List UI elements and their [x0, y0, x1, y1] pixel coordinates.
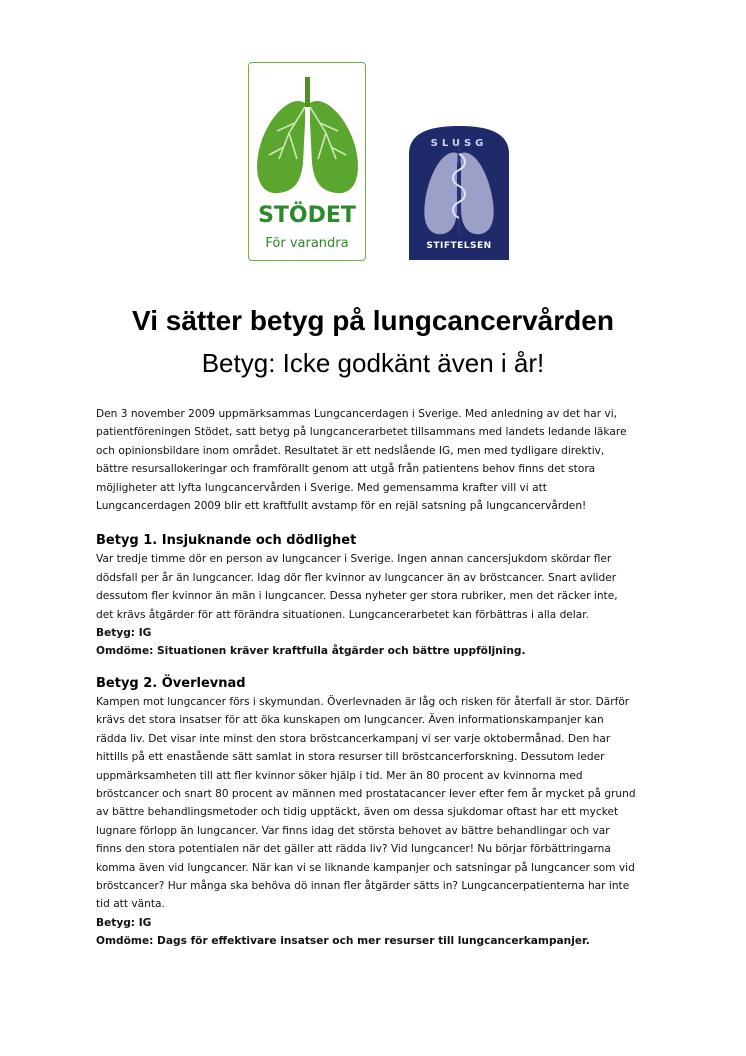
text-line: och opinionsbildare inom området. Resultatet är ett nedslående IG, men med tydligare direktiv,: [96, 444, 605, 457]
lungs-icon: [249, 63, 367, 203]
section-heading: Betyg 2. Överlevnad: [96, 675, 246, 691]
text-line: dödsfall per år än lungcancer. Idag dör fler kvinnor av lungcancer än av bröstcancer. Snart avlider: [96, 571, 617, 584]
text-line: hittills på ett enastående sätt samlat in stora resurser till bröstcancerforskning. Dessutom leder: [96, 751, 605, 764]
text-line: patientföreningen Stödet, satt betyg på lungcancerarbetet tillsammans med landets ledande läkare: [96, 426, 627, 439]
section-paragraph: [96, 550, 666, 624]
text-line: finns den stora potentialen när det gäller att rädda liv? Vid lungcancer! Nu börjar förbättringarna: [96, 843, 611, 856]
slusg-label: STIFTELSEN: [426, 241, 492, 251]
text-line: Kampen mot lungcancer förs i skymundan. Överlevnaden är låg och risken för återfall är stor. Därför: [96, 695, 630, 708]
stodet-logo: [248, 62, 366, 261]
text-line: uppmärksamheten till att fler kvinnor söker hjälp i tid. Mer än 80 procent av kvinnorna med: [96, 769, 583, 782]
section-paragraph: [96, 693, 666, 914]
text-line: rädda liv. Det visar inte minst den stora bröstcancerkampanj vi ser varje oktobermånad. Den har: [96, 732, 611, 745]
logo-area: [0, 0, 746, 270]
slusg-logo: [405, 124, 513, 264]
text-line: krävs det stora insatser för att öka kunskapen om lungcancer. Även informationskampanjer kan: [96, 714, 604, 727]
stodet-tagline: För varandra: [265, 236, 349, 251]
text-line: bröstcancer och snart 80 procent av männen med prostatacancer lever efter fem år mycket på grund: [96, 787, 636, 800]
text-line: möjligheter att lyfta lungcancervården i Sverige. Med gemensamma krafter vill vi att: [96, 481, 547, 494]
stodet-brand-name: STÖDET: [258, 203, 356, 228]
grade-line: Betyg: IG: [96, 916, 152, 929]
text-line: dessutom fler kvinnor än män i lungcancer. Dessa nyheter ger stora rubriker, men det räcker inte,: [96, 590, 618, 603]
text-line: bättre resursallokeringar och framförallt genom att utgå från patientens behov finns det stora: [96, 463, 596, 476]
intro-paragraph: [96, 405, 666, 515]
section-heading: Betyg 1. Insjuknande och dödlighet: [96, 533, 357, 549]
text-line: av bättre behandlingsmetoder och tidig upptäckt, även om dessa sjukdomar oftast har ett mycket: [96, 806, 619, 819]
grade-line: Betyg: IG: [96, 627, 152, 640]
text-line: lugnare förlopp än lungcancer. Var finns idag det största behovet av bättre behandlingar och var: [96, 824, 610, 837]
page-title: Vi sätter betyg på lungcancervården: [132, 305, 614, 336]
section-grade-2: [96, 675, 666, 951]
text-line: Lungcancerdagen 2009 blir ett kraftfullt avstamp för en rejäl satsning på lungcancervården!: [96, 500, 587, 513]
text-line: komma även vid lungcancer. När kan vi se liknande kampanjer och satsningar på lungcancer som vid: [96, 861, 635, 874]
document-body: [96, 405, 666, 951]
text-line: Var tredje timme dör en person av lungcancer i Sverige. Ingen annan cancersjukdom skördar fler: [96, 553, 612, 566]
text-line: bröstcancer? Hur många ska behöva dö innan fler åtgärder sätts in? Lungcancerpatienterna har inte: [96, 879, 630, 892]
verdict-line: Omdöme: Dags för effektivare insatser och mer resurser till lungcancerkampanjer.: [96, 935, 590, 948]
slusg-arc-text: SLUSG: [430, 138, 488, 149]
section-grade-1: [96, 532, 666, 660]
text-line: det krävs åtgärder för att förändra situationen. Lungcancerarbetet kan förbättras i alla delar.: [96, 608, 589, 621]
page-subtitle: Betyg: Icke godkänt även i år!: [201, 348, 545, 378]
text-line: tid att vänta.: [96, 898, 165, 911]
verdict-line: Omdöme: Situationen kräver kraftfulla åtgärder och bättre uppföljning.: [96, 645, 526, 658]
text-line: Den 3 november 2009 uppmärksammas Lungcancerdagen i Sverige. Med anledning av det har vi,: [96, 408, 618, 420]
